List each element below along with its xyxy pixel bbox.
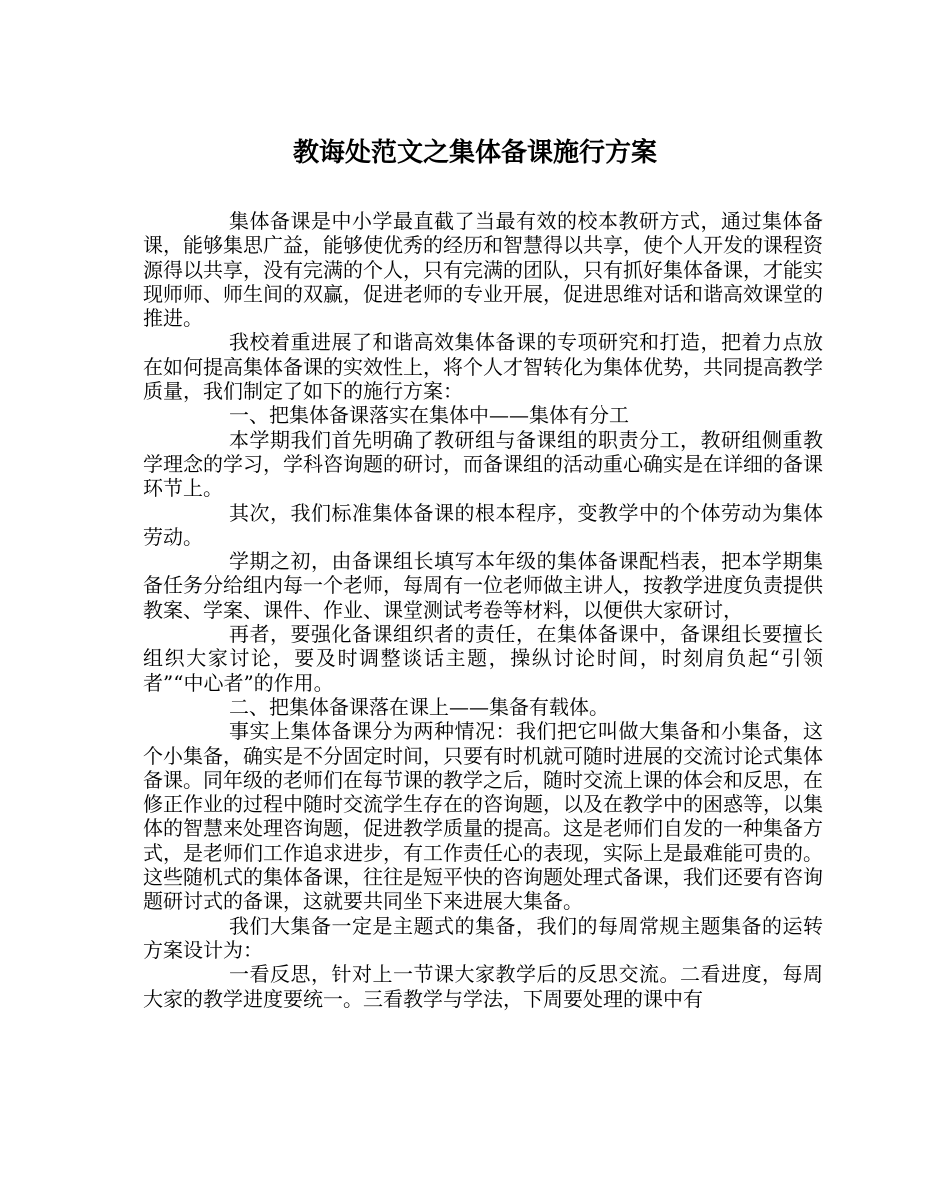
paragraph-division-of-duties: 本学期我们首先明确了教研组与备课组的职责分工，教研组侧重教学理念的学习，学科咨询题的研讨，而备课组的活动重心确实是在详细的备课环节上。	[143, 427, 823, 501]
paragraph-intro: 集体备课是中小学最直截了当最有效的校本教研方式，通过集体备课，能够集思广益，能够使优秀的经历和智慧得以共享，使个人开发的课程资源得以共享，没有完满的个人，只有完满的团队，只有抓好集体备课，才能实现师师、师生间的双赢，促进老师的专业开展，促进思维对话和谐高效课堂的推进。	[143, 209, 823, 331]
section-heading-1: 一、把集体备课落实在集体中——集体有分工	[229, 403, 629, 428]
paragraph-organizer-duty: 再者，要强化备课组织者的责任，在集体备课中，备课组长要擅长组织大家讨论，要及时调整谈话主题，操纵讨论时间，时刻肩负起“引领者”“中心者”的作用。	[143, 622, 823, 695]
paragraph-semester-start: 学期之初，由备课组长填写本年级的集体备课配档表，把本学期集备任务分给组内每一个老师，每周有一位老师做主讲人，按教学进度负责提供教案、学案、课件、作业、课堂测试考卷等材料，以便供大家研讨，	[143, 549, 823, 622]
document-title: 教诲处范文之集体备课施行方案	[292, 138, 657, 168]
paragraph-procedure: 其次，我们标准集体备课的根本程序，变教学中的个体劳动为集体劳动。	[143, 500, 823, 549]
paragraph-two-types: 事实上集体备课分为两种情况：我们把它叫做大集备和小集备，这个小集备，确实是不分固定时间，只要有时机就可随时进展的交流讨论式集体备课。同年级的老师们在每节课的教学之后，随时交流上课的体会和反思，在修正作业的过程中随时交流学生存在的咨询题，以及在教学中的困惑等，以集体的智慧来处理咨询题，促进教学质量的提高。这是老师们自发的一种集备方式，是老师们工作追求进步，有工作责任心的表现，实际上是最难能可贵的。这些随机式的集体备课，往往是短平快的咨询题处理式备课，我们还要有咨询题研讨式的备课，这就要共同坐下来进展大集备。	[143, 719, 823, 914]
section-heading-2: 二、把集体备课落在课上——集备有载体。	[229, 694, 609, 719]
document-body	[143, 209, 823, 1011]
paragraph-weekly-theme: 我们大集备一定是主题式的集备，我们的每周常规主题集备的运转方案设计为：	[143, 913, 823, 962]
paragraph-three-checks: 一看反思，针对上一节课大家教学后的反思交流。二看进度，每周大家的教学进度要统一。三看教学与学法，下周要处理的课中有	[143, 962, 823, 1011]
paragraph-plan-goal: 我校着重进展了和谐高效集体备课的专项研究和打造，把着力点放在如何提高集体备课的实效性上，将个人才智转化为集体优势，共同提高教学质量，我们制定了如下的施行方案：	[143, 330, 823, 404]
